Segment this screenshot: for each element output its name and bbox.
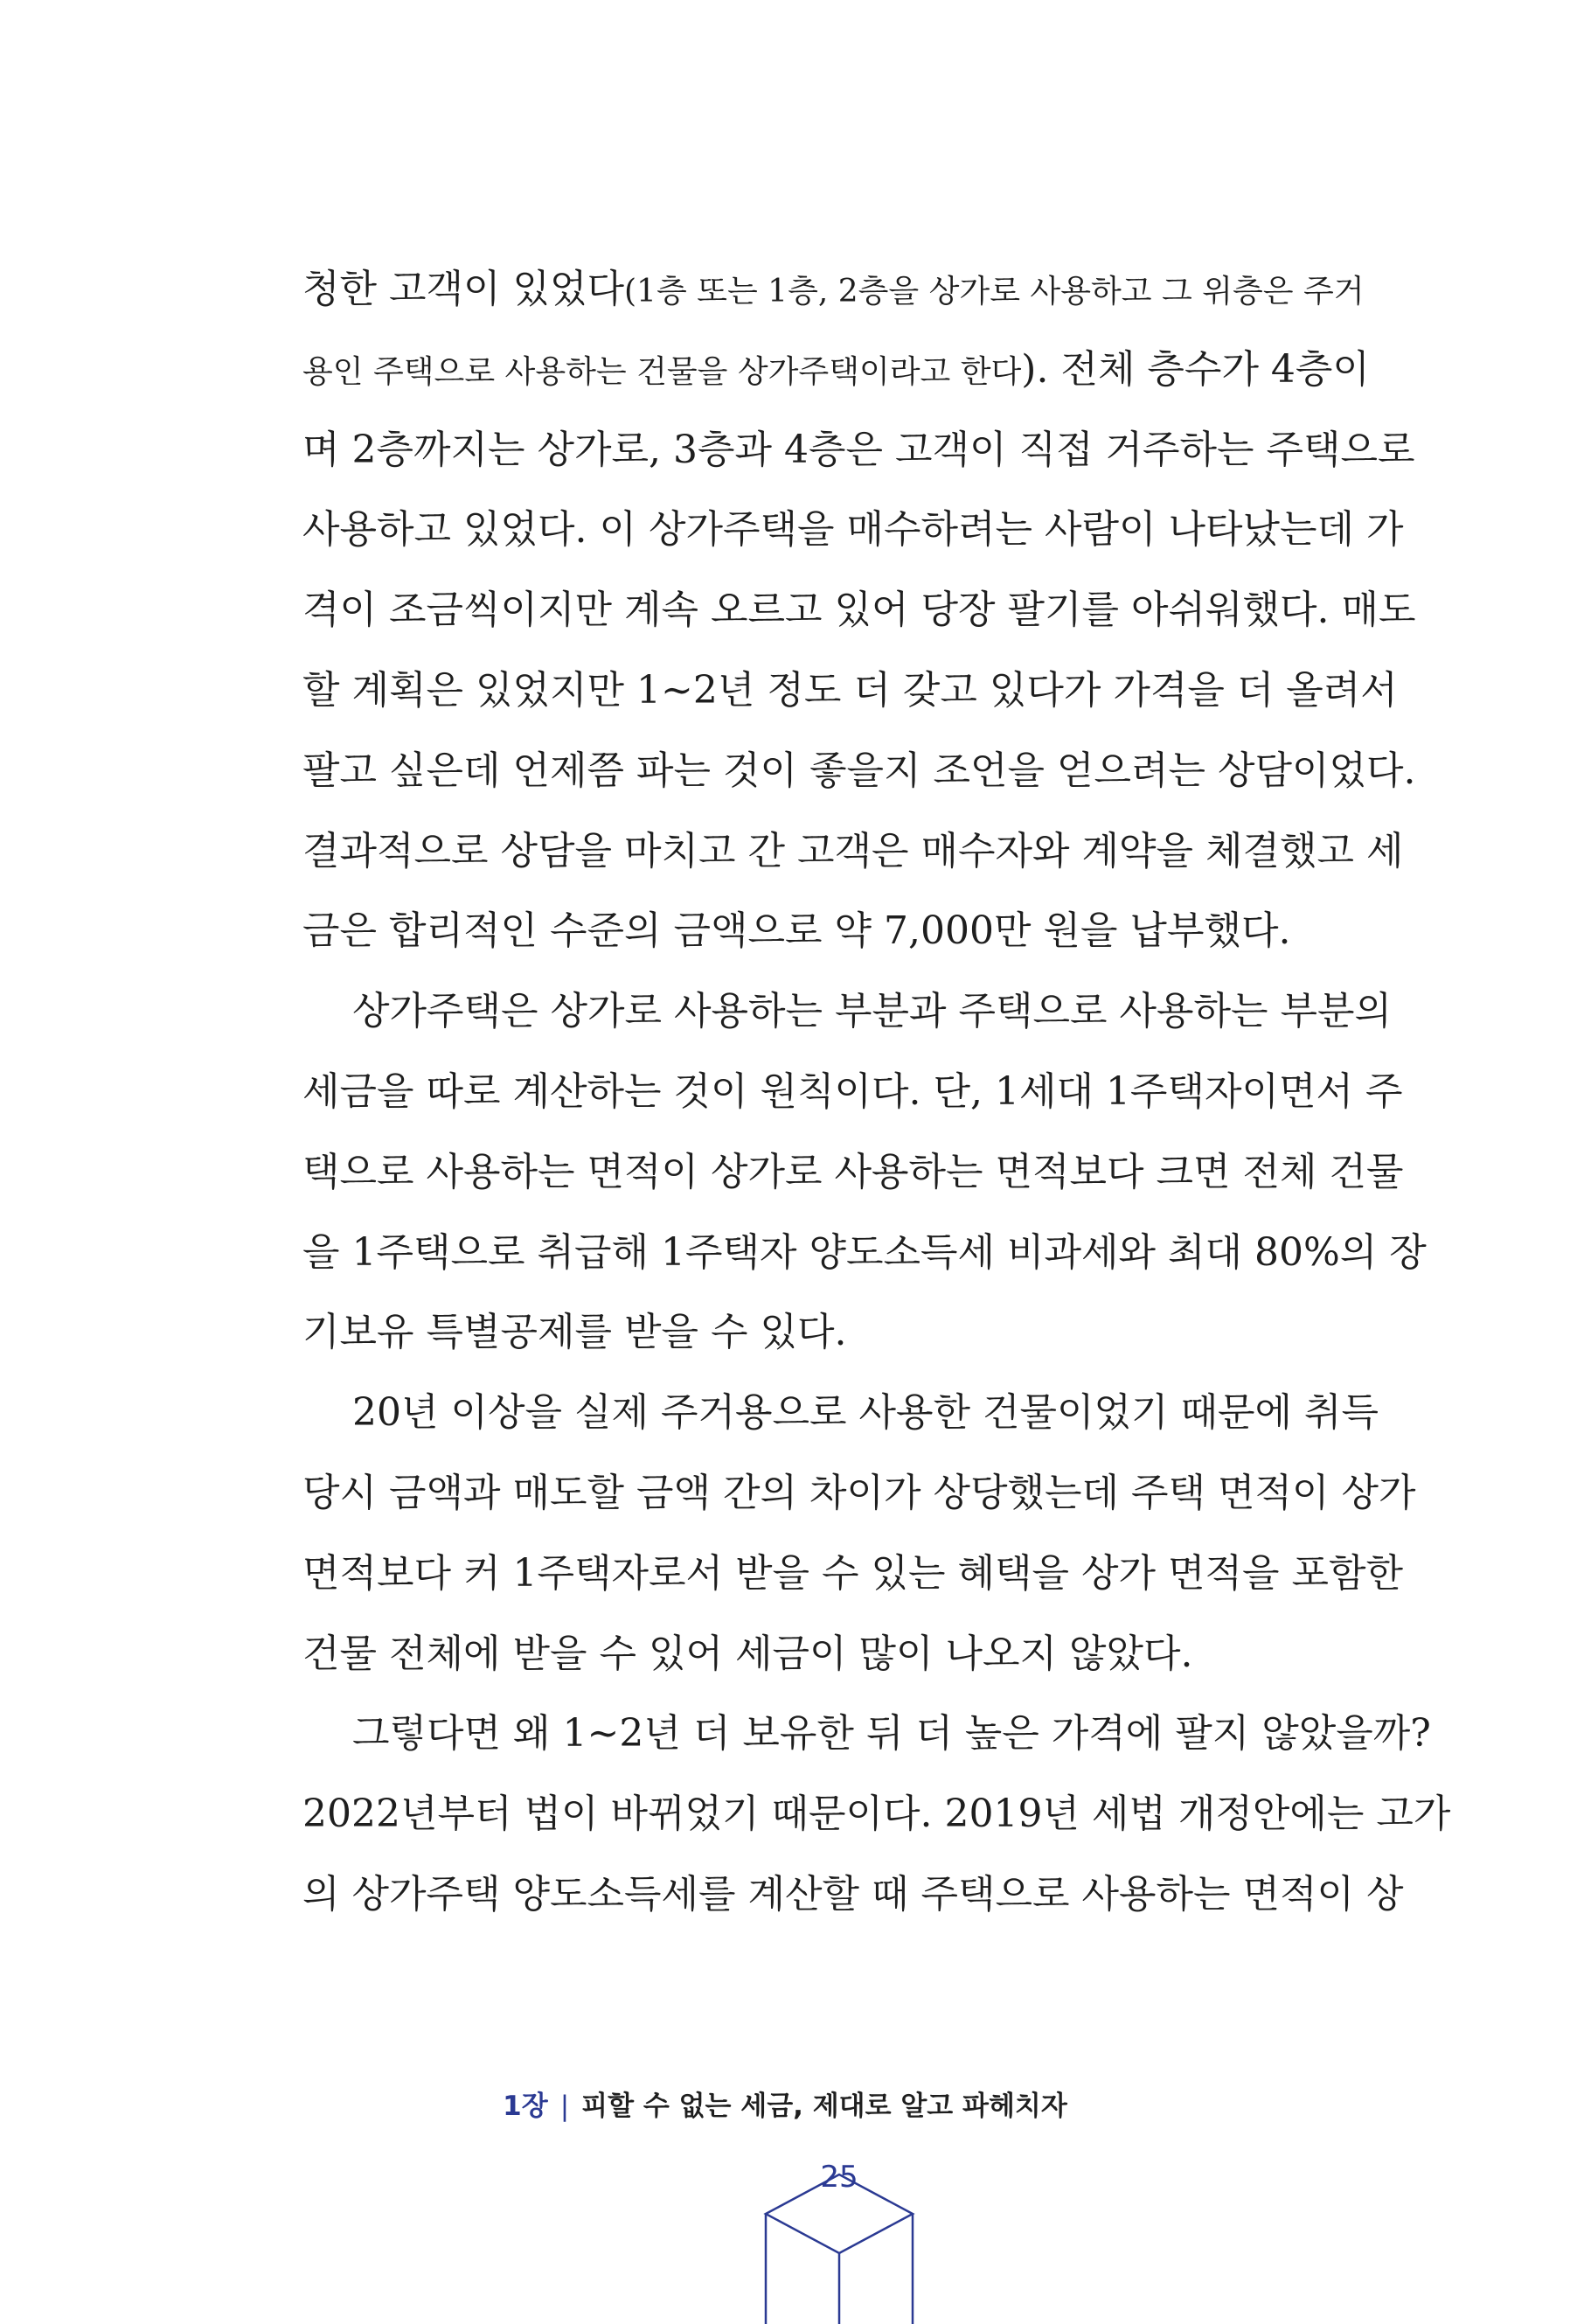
footer-separator: | bbox=[559, 2091, 570, 2122]
line-text: 2022년부터 법이 바뀌었기 때문이다. 2019년 세법 개정안에는 고가 bbox=[302, 1792, 1451, 1837]
line-text: 기보유 특별공제를 받을 수 있다. bbox=[302, 1310, 847, 1355]
line-text: ). 전체 층수가 4층이 bbox=[1021, 346, 1370, 392]
line-text: 며 2층까지는 상가로, 3층과 4층은 고객이 직접 거주하는 주택으로 bbox=[302, 427, 1415, 472]
chapter-label: 1장 bbox=[503, 2091, 548, 2122]
line-text: 그렇다면 왜 1~2년 더 보유한 뒤 더 높은 가격에 팔지 않았을까? bbox=[352, 1711, 1431, 1757]
line-text: 을 1주택으로 취급해 1주택자 양도소득세 비과세와 최대 80%의 장 bbox=[302, 1229, 1427, 1275]
parenthetical-text: (1층 또는 1층, 2층을 상가로 사용하고 그 위층은 주거 bbox=[624, 274, 1365, 310]
line-text: 결과적으로 상담을 마치고 간 고객은 매수자와 계약을 체결했고 세 bbox=[302, 828, 1404, 873]
line-text: 금은 합리적인 수준의 금액으로 약 7,000만 원을 납부했다. bbox=[302, 908, 1291, 954]
line-text: 건물 전체에 받을 수 있어 세금이 많이 나오지 않았다. bbox=[302, 1631, 1193, 1676]
line-text: 의 상가주택 양도소득세를 계산할 때 주택으로 사용하는 면적이 상 bbox=[302, 1871, 1404, 1917]
line-text: 20년 이상을 실제 주거용으로 사용한 건물이었기 때문에 취득 bbox=[352, 1390, 1379, 1436]
line-text: 청한 고객이 있었다 bbox=[302, 267, 625, 311]
line-text: 팔고 싶은데 언제쯤 파는 것이 좋을지 조언을 얻으려는 상담이었다. bbox=[302, 748, 1416, 793]
line-text: 격이 조금씩이지만 계속 오르고 있어 당장 팔기를 아쉬워했다. 매도 bbox=[302, 588, 1416, 633]
line-text: 상가주택은 상가로 사용하는 부분과 주택으로 사용하는 부분의 bbox=[352, 989, 1393, 1034]
parenthetical-text: 용인 주택으로 사용하는 건물을 상가주택이라고 한다 bbox=[302, 353, 1022, 390]
line-text: 세금을 따로 계산하는 것이 원칙이다. 단, 1세대 1주택자이면서 주 bbox=[302, 1068, 1403, 1114]
line-text: 사용하고 있었다. 이 상가주택을 매수하려는 사람이 나타났는데 가 bbox=[302, 507, 1404, 553]
line-text: 할 계획은 있었지만 1~2년 정도 더 갖고 있다가 가격을 더 올려서 bbox=[302, 667, 1398, 713]
line-text: 당시 금액과 매도할 금액 간의 차이가 상당했는데 주택 면적이 상가 bbox=[302, 1470, 1416, 1515]
line-text: 면적보다 커 1주택자로서 받을 수 있는 혜택을 상가 면적을 포함한 bbox=[302, 1550, 1403, 1596]
line-text: 택으로 사용하는 면적이 상가로 사용하는 면적보다 크면 전체 건물 bbox=[302, 1149, 1404, 1194]
chapter-title: 피할 수 없는 세금, 제대로 알고 파헤치자 bbox=[581, 2091, 1067, 2122]
page-number: 25 bbox=[820, 2160, 858, 2195]
